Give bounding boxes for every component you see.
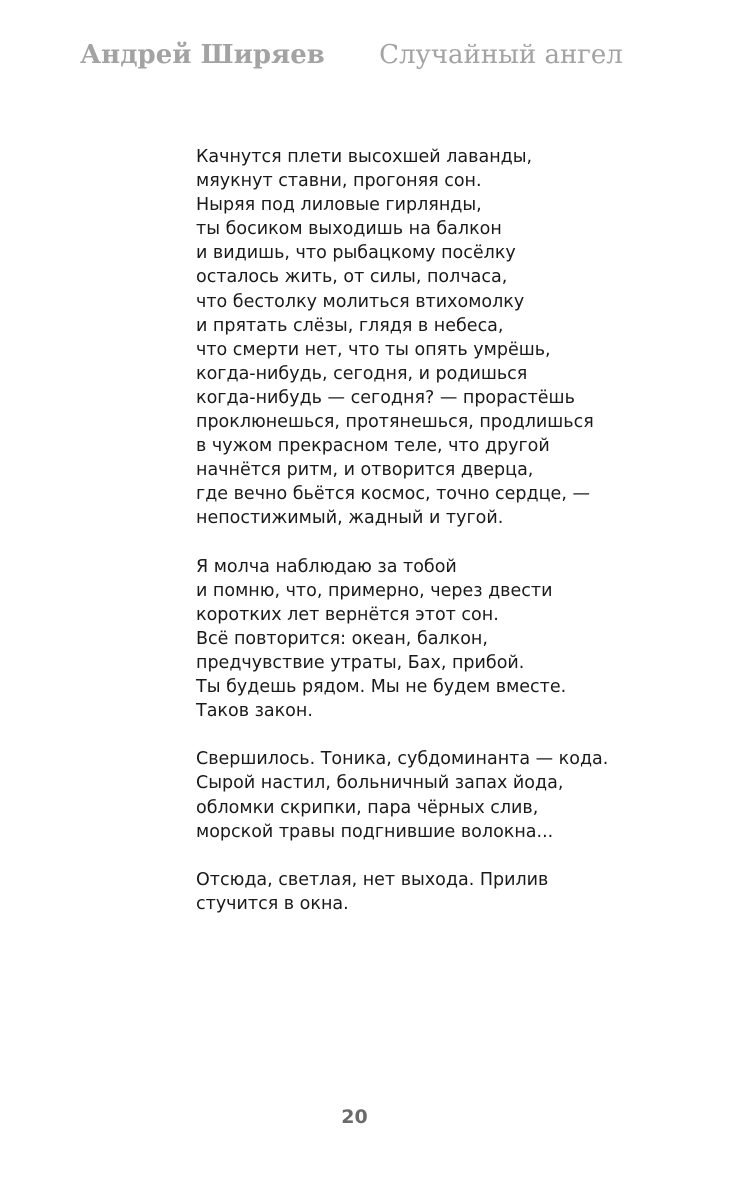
poem-line: мяукнут ставни, прогоняя сон. — [196, 171, 482, 192]
poem-line: Отсюда, светлая, нет выхода. Прилив — [196, 869, 549, 890]
poem-line: что бестолку молиться втихомолку — [196, 291, 525, 312]
poem-line: ты босиком выходишь на балкон — [196, 219, 502, 240]
poem-line: когда-нибудь — сегодня? — прорастёшь — [196, 387, 575, 408]
poem-line: где вечно бьётся космос, точно сердце, — — [196, 484, 590, 505]
poem-body — [196, 145, 716, 940]
poem-line: обломки скрипки, пара чёрных слив, — [196, 797, 539, 818]
poem-stanza — [196, 145, 716, 531]
poem-stanza — [196, 555, 716, 724]
header-author: Андрей Ширяев — [80, 40, 325, 70]
poem-line: когда-нибудь, сегодня, и родишься — [196, 363, 528, 384]
poem-line: что смерти нет, что ты опять умрёшь, — [196, 339, 551, 360]
poem-stanza — [196, 747, 716, 843]
header-book-title: Случайный ангел — [379, 40, 623, 70]
poem-line: Ныряя под лиловые гирлянды, — [196, 195, 482, 216]
poem-line: Качнутся плети высохшей лаванды, — [196, 147, 533, 167]
running-header — [80, 40, 680, 80]
poem-line: Таков закон. — [196, 701, 313, 722]
poem-line: непостижимый, жадный и тугой. — [196, 508, 504, 529]
poem-line: Свершилось. Тоника, субдоминанта — кода. — [196, 749, 609, 770]
poem-line: начнётся ритм, и отворится дверца, — [196, 460, 534, 481]
poem-line: Сырой настил, больничный запах йода, — [196, 773, 564, 794]
poem-line: Я молча наблюдаю за тобой — [196, 556, 457, 577]
page-number: 20 — [341, 1106, 368, 1128]
poem-line: и помню, что, примерно, через двести — [196, 580, 553, 601]
poem-line: стучится в окна. — [196, 893, 349, 914]
poem-line: Всё повторится: океан, балкон, — [196, 628, 488, 649]
poem-line: предчувствие утраты, Бах, прибой. — [196, 652, 525, 673]
poem-stanza — [196, 868, 716, 916]
poem-line: осталось жить, от силы, полчаса, — [196, 267, 508, 288]
poem-line: проклюнешься, протянешься, продлишься — [196, 412, 594, 433]
poem-line: в чужом прекрасном теле, что другой — [196, 436, 550, 457]
poem-line: морской травы подгнившие волокна... — [196, 821, 554, 842]
poem-line: Ты будешь рядом. Мы не будем вместе. — [196, 677, 567, 698]
poem-line: коротких лет вернётся этот сон. — [196, 604, 499, 625]
poem-line: и прятать слёзы, глядя в небеса, — [196, 315, 504, 336]
poem-line: и видишь, что рыбацкому посёлку — [196, 243, 516, 264]
